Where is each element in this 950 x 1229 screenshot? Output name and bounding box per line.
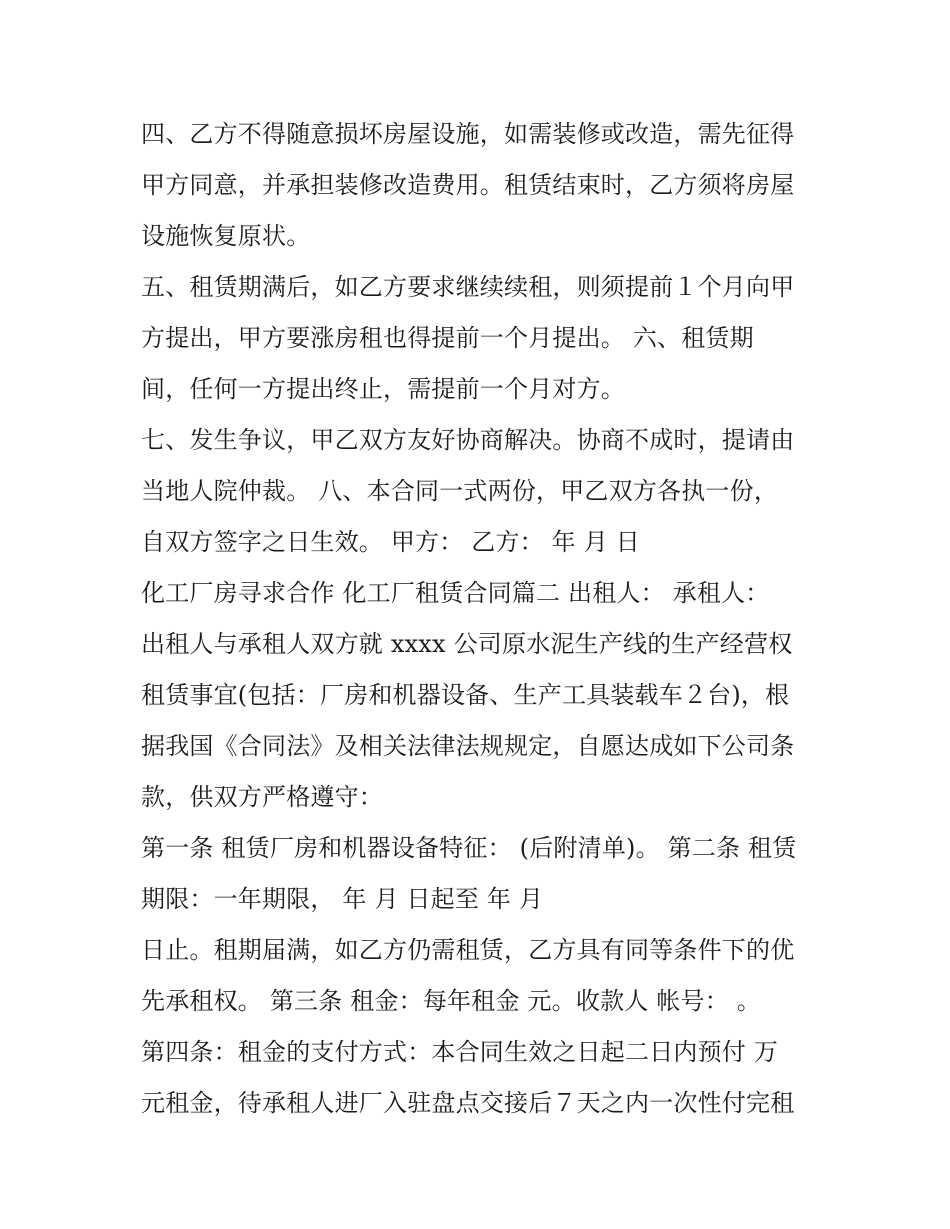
text-line: 先承租权。 第三条 租金：每年租金 元。收款人 帐号： 。 bbox=[141, 987, 761, 1015]
text-line: 间，任何一方提出终止，需提前一个月对方。 bbox=[141, 375, 625, 403]
text-line: 期限：一年期限， 年 月 日起至 年 月 bbox=[141, 885, 544, 913]
text-line: 五、租赁期满后，如乙方要求继续续租，则须提前１个月向甲 bbox=[141, 273, 795, 301]
text-line: 款，供双方严格遵守： bbox=[141, 783, 383, 811]
text-line: 设施恢复原状。 bbox=[141, 222, 311, 250]
text-line: 甲方同意，并承担装修改造费用。租赁结束时，乙方须将房屋 bbox=[141, 171, 795, 199]
text-line: 第四条：租金的支付方式：本合同生效之日起二日内预付 万 bbox=[141, 1038, 779, 1066]
contract-text bbox=[141, 109, 821, 1129]
text-line: 四、乙方不得随意损坏房屋设施，如需装修或改造，需先征得 bbox=[141, 120, 795, 148]
text-line: 自双方签字之日生效。 甲方： 乙方： 年 月 日 bbox=[141, 528, 640, 556]
text-line: 租赁事宜(包括：厂房和机器设备、生产工具装载车２台)，根 bbox=[141, 681, 790, 709]
text-line: 化工厂房寻求合作 化工厂租赁合同篇二 出租人： 承租人： bbox=[141, 579, 770, 607]
text-line: 七、发生争议，甲乙双方友好协商解决。协商不成时，提请由 bbox=[141, 426, 795, 454]
text-line: 方提出，甲方要涨房租也得提前一个月提出。 六、租赁期 bbox=[141, 324, 754, 352]
text-line: 日止。租期届满，如乙方仍需租赁，乙方具有同等条件下的优 bbox=[141, 936, 795, 964]
text-line: 元租金，待承租人进厂入驻盘点交接后７天之内一次性付完租 bbox=[141, 1089, 795, 1117]
text-line: 据我国《合同法》及相关法律法规规定，自愿达成如下公司条 bbox=[141, 732, 795, 760]
text-line: 出租人与承租人双方就 xxxx 公司原水泥生产线的生产经营权 bbox=[141, 630, 793, 658]
text-line: 当地人院仲裁。 八、本合同一式两份，甲乙双方各执一份， bbox=[141, 477, 779, 505]
text-line: 第一条 租赁厂房和机器设备特征： (后附清单)。 第二条 租赁 bbox=[141, 834, 797, 862]
